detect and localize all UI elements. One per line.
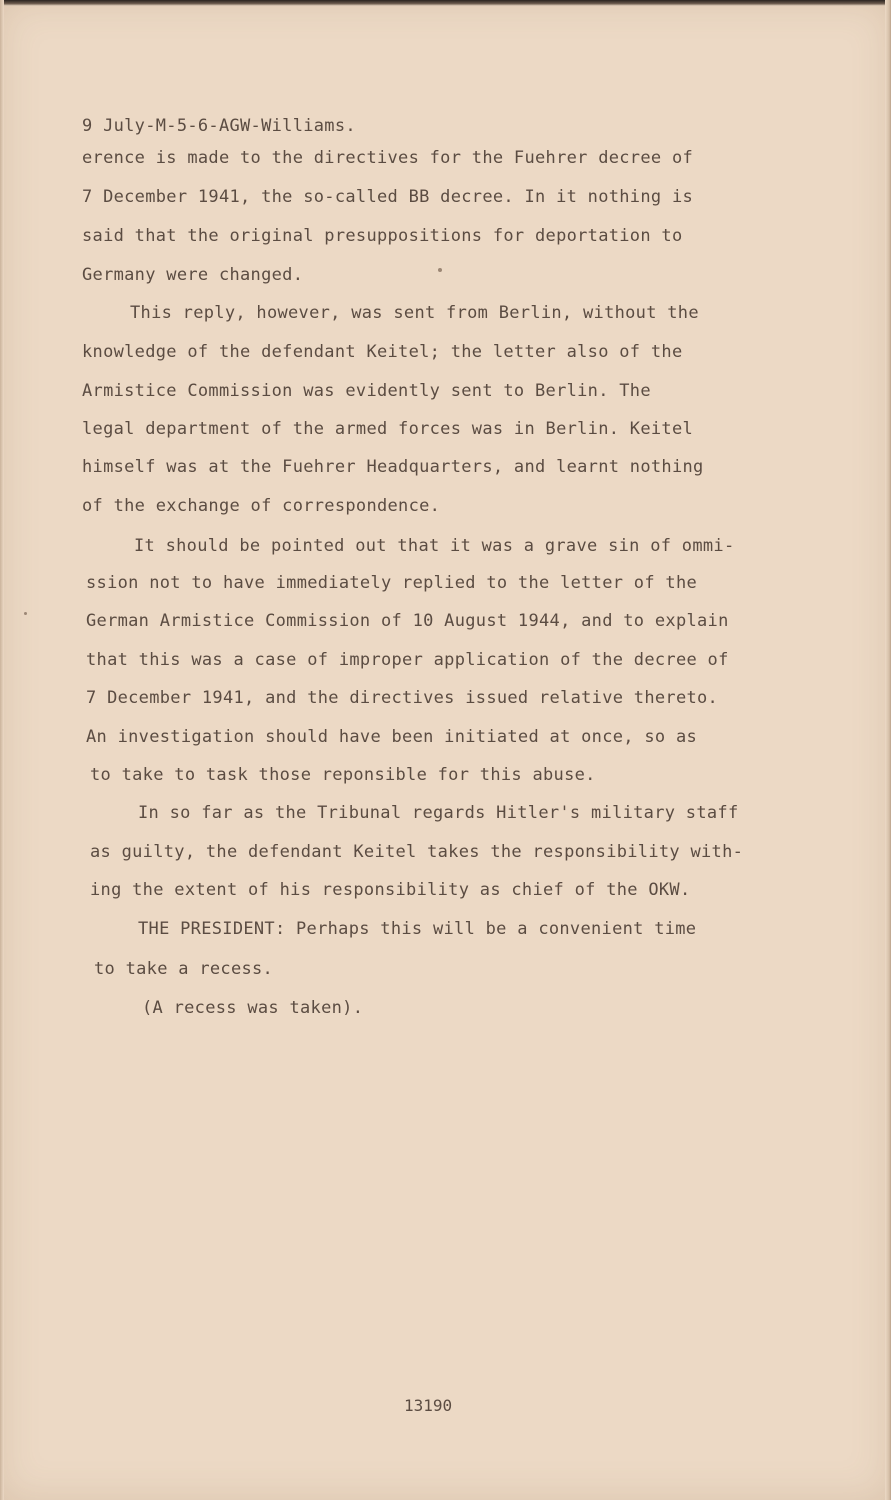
text-line: Germany were changed. [82,265,304,285]
text-line: himself was at the Fuehrer Headquarters, and learnt nothing [82,457,704,477]
text-line: to take to task those reponsible for this abuse. [90,765,596,785]
stage-direction: (A recess was taken). [142,998,364,1018]
text-line: German Armistice Commission of 10 August 1944, and to explain [86,611,729,631]
text-line: knowledge of the defendant Keitel; the letter also of the [82,342,683,362]
page-right-edge [885,0,891,1500]
text-line: This reply, however, was sent from Berlin, without the [130,303,699,323]
text-line: said that the original presuppositions for deportation to [82,226,683,246]
text-line: erence is made to the directives for the Fuehrer decree of [82,148,694,168]
text-line: 7 December 1941, the so-called BB decree. In it nothing is [82,187,694,207]
text-line: legal department of the armed forces was in Berlin. Keitel [82,419,694,439]
text-line: as guilty, the defendant Keitel takes the responsibility with- [90,842,744,862]
text-line: to take a recess. [94,959,274,979]
text-line: It should be pointed out that it was a grave sin of ommi- [134,536,735,556]
typed-text-body [82,0,812,1100]
text-line: ssion not to have immediately replied to the letter of the [86,573,698,593]
document-header: 9 July-M-5-6-AGW-Williams. [82,116,356,136]
text-line: that this was a case of improper application of the decree of [86,650,729,670]
text-line: 7 December 1941, and the directives issued relative thereto. [86,688,719,708]
text-line: Armistice Commission was evidently sent to Berlin. The [82,381,651,401]
paper-speck [24,612,27,615]
text-line: In so far as the Tribunal regards Hitler's military staff [138,803,739,823]
page-left-edge [0,0,4,1500]
page-number: 13190 [404,1396,453,1415]
text-line: ing the extent of his responsibility as chief of the OKW. [90,880,691,900]
text-line: of the exchange of correspondence. [82,496,441,516]
speaker-line: THE PRESIDENT: Perhaps this will be a convenient time [138,919,697,939]
text-line: An investigation should have been initiated at once, so as [86,727,698,747]
